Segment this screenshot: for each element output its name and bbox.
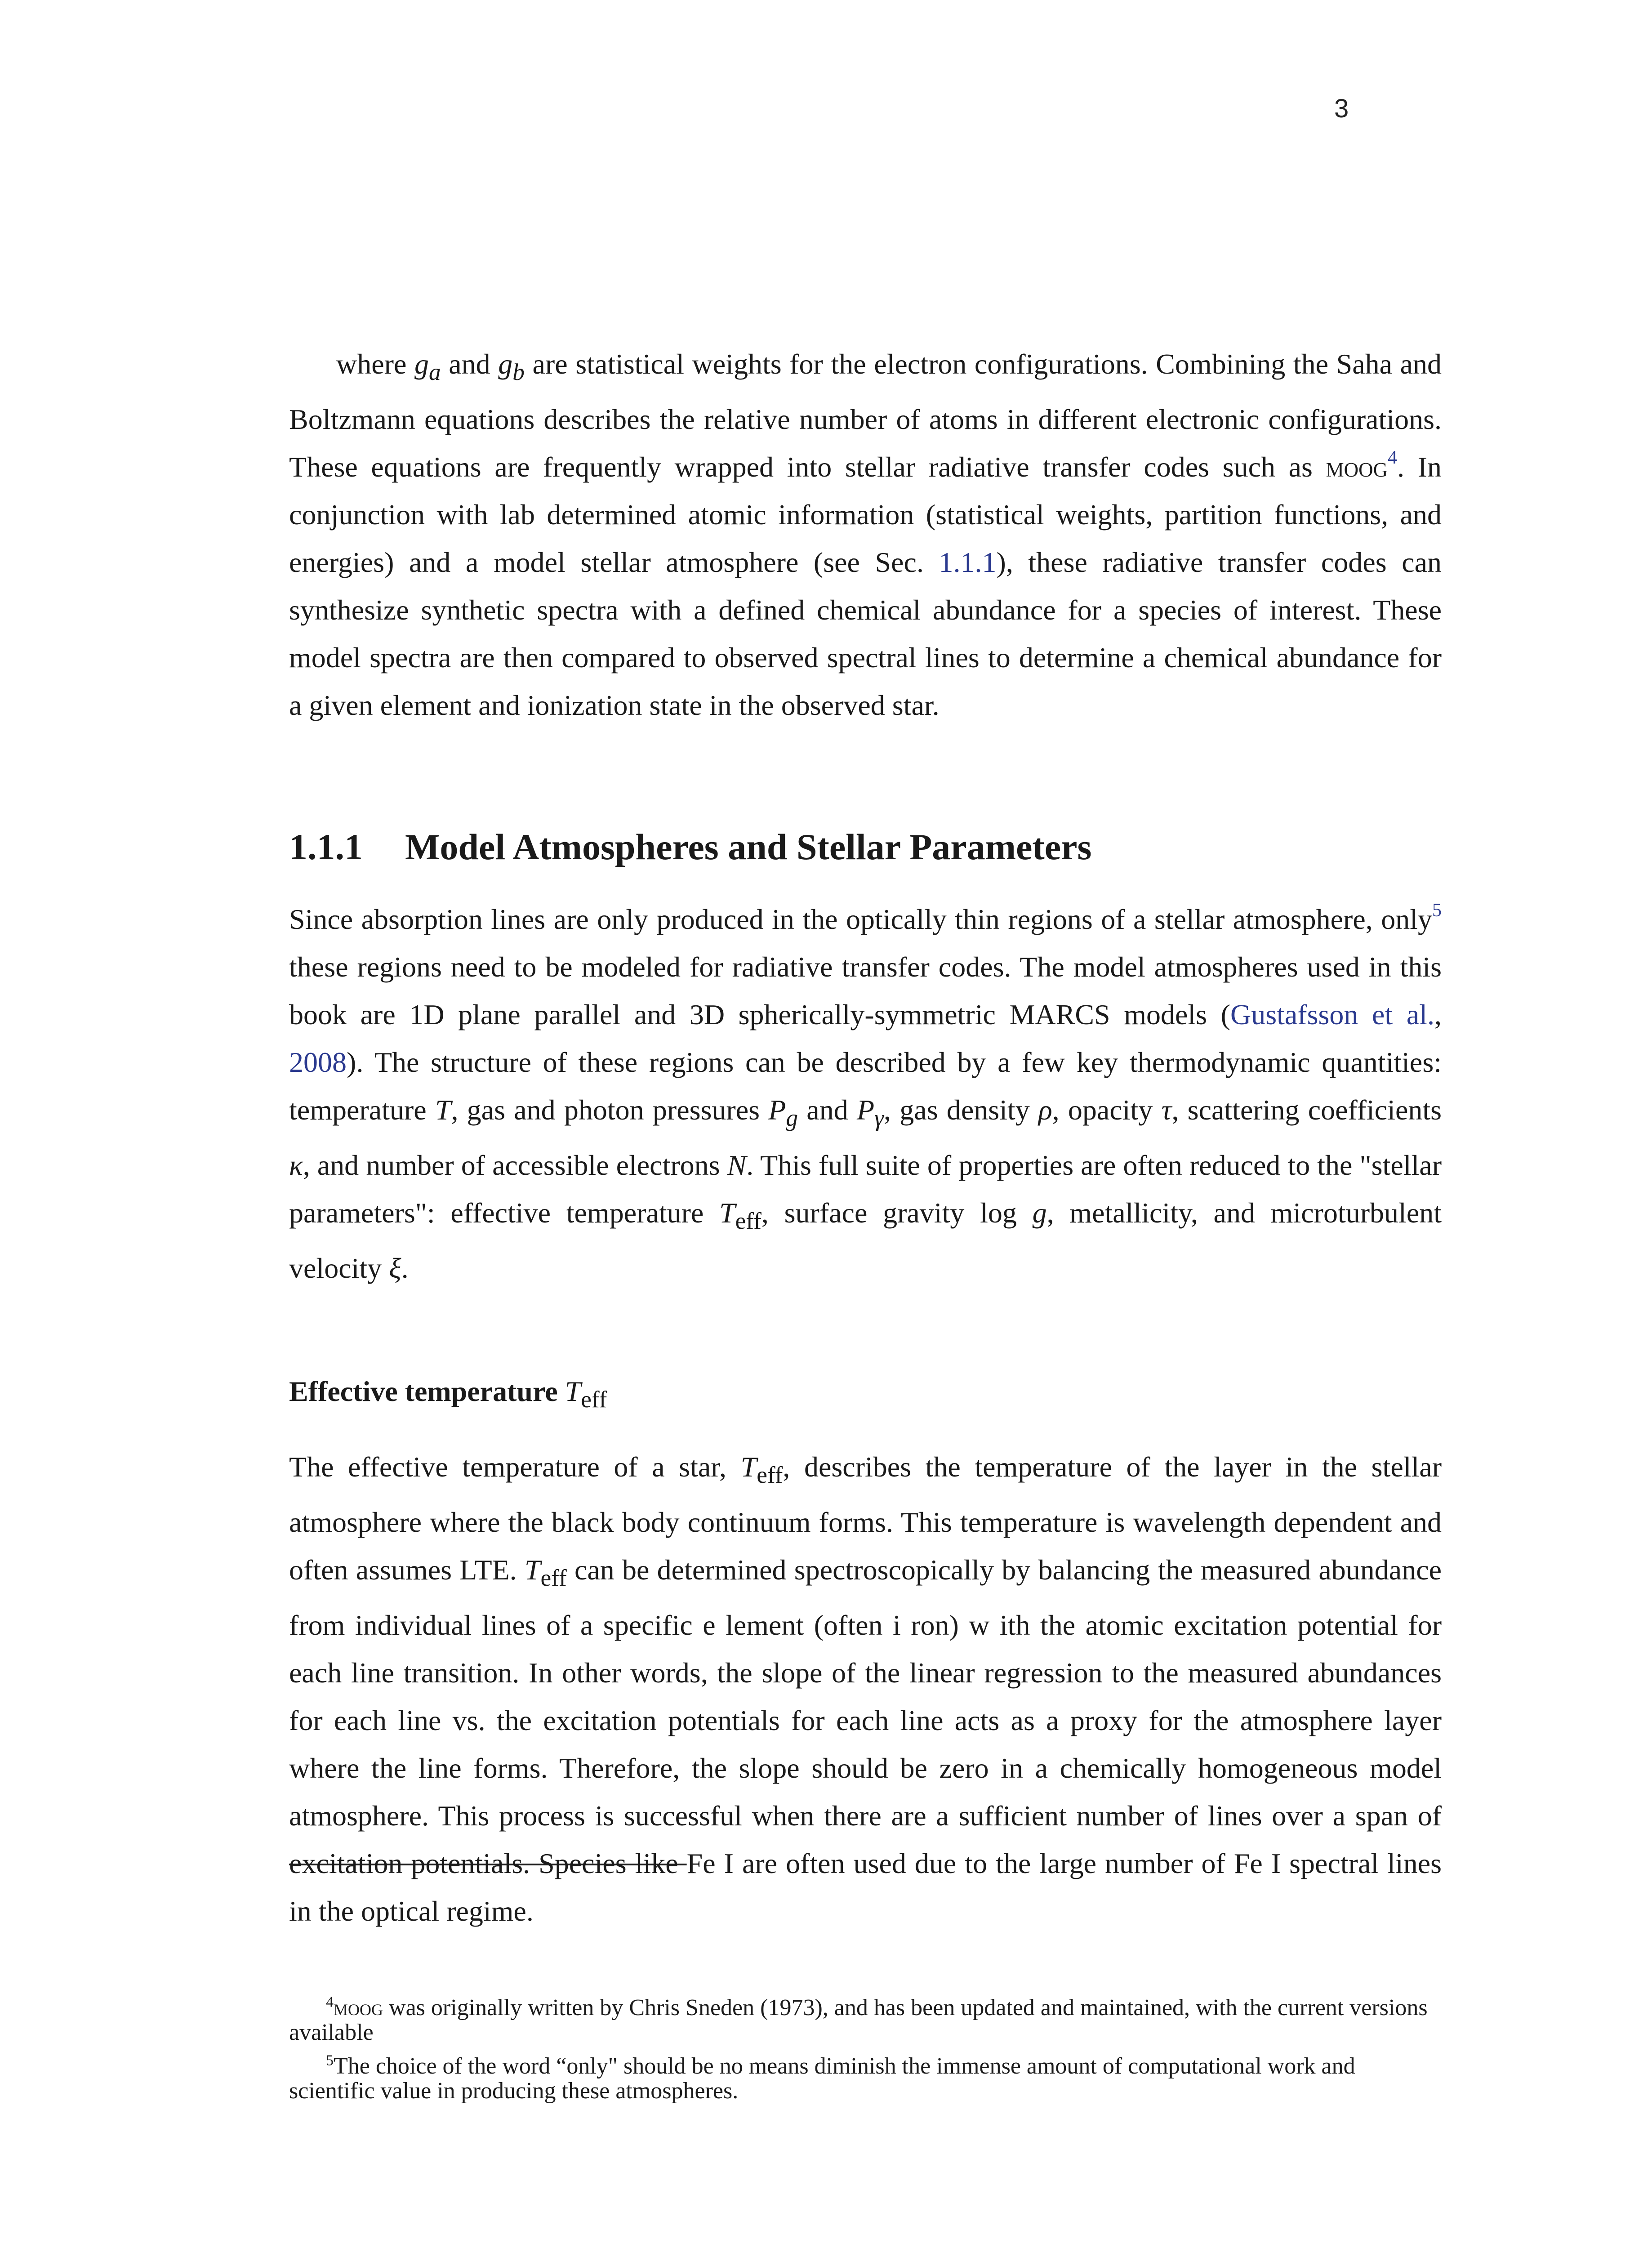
text-run: Fe I are often used due to the large number of Fe I spectral lines in the optical regime. [289,1847,1442,1927]
text-run: . This full suite of properties are often reduced to the "stellar parameters": effective temperature [289,1149,1442,1229]
struck-through-text: excitation potentials. Species like [289,1847,687,1879]
footnote-4-mark: 4 [326,1994,334,2011]
text-run: and [441,348,499,380]
math-Teff: $T_{eff}$ [719,1196,761,1234]
footnotes [289,1995,1442,2112]
text-run: , [1434,999,1442,1030]
citation-author-link[interactable]: Gustafsson et al. [1230,999,1434,1030]
math-g: g [1032,1196,1047,1229]
text-run: . In conjunction with lab determined atomic information (statistical weights, partition functions, and energies) and a model stellar atmosphere (see Sec. [289,450,1442,578]
section-number: 1.1.1 [289,826,363,867]
footnote-4 [289,1995,1442,2045]
section-ref-link[interactable]: 1.1.1 [939,546,997,578]
text-run: , describes the temperature of the layer in the stellar atmosphere where the black body continuum forms. This temperature is wavelength dependent and often assumes LTE. [289,1451,1442,1586]
text-run: , surface gravity log [761,1196,1033,1229]
footnote-5-mark: 5 [326,2052,334,2069]
section-title: Model Atmospheres and Stellar Parameters [405,826,1092,867]
math-Teff: $T_{eff}$ [565,1375,607,1413]
text-run: , and number of accessible electrons [303,1149,727,1181]
text-run: , scattering coefficients [1171,1094,1442,1126]
math-rho: ρ [1038,1094,1052,1126]
text-run: . [401,1252,409,1284]
text-run: , opacity [1052,1094,1162,1126]
text-run: these regions need to be modeled for radiative transfer codes. The model atmospheres used in this book are 1D plane parallel and 3D spherically-symmetric MARCS models ( [289,951,1442,1030]
text-run: are statistical weights for the electron configurations. Combining the Saha and Boltzmann equations describes the relative number of atoms in different electronic configurations. These equations are frequently wrapped into stellar radiative transfer codes such as [289,348,1442,483]
text-run: , gas density [884,1094,1038,1126]
math-Teff: $T_{eff}$ [524,1553,567,1591]
section-heading [289,826,1091,868]
footnote-4-text: was originally written by Chris Sneden (1973), and has been updated and maintained, with the current versions available [289,1995,1428,2045]
page-number: 3 [1334,94,1349,123]
text-run: Since absorption lines are only produced in the optically thin regions of a stellar atmosphere, only [289,903,1432,935]
paragraph-saha-boltzmann [289,340,1442,729]
math-N: N [727,1149,747,1181]
math-Pg: $P_g$ [768,1094,798,1131]
footnote-5 [289,2054,1442,2103]
moog-name: moog [1326,450,1388,483]
paragraph-model-atmospheres [289,896,1442,1292]
math-Teff: $T_{eff}$ [740,1451,783,1488]
math-T: T [435,1094,451,1126]
math-xi: ξ [389,1252,401,1284]
moog-name: moog [334,1995,383,2021]
text-run: ). The structure of these regions can be described by a few key thermodynamic quantities: temperature [289,1046,1442,1126]
math-tau: τ [1161,1094,1172,1126]
paragraph-effective-temperature [289,1443,1442,1935]
math-ga: $g_a$ [414,348,441,385]
text-run: can be determined spectroscopically by balancing the measured abundance from individual lines of a specific e lement (often i ron) w ith the atomic excitation potential for each line transition. In other words, the slope of the linear regression to the measured abundances for each line vs. the excitation potentials for each line acts as a proxy for the atmosphere layer where the line forms. Therefore, the slope should be zero in a chemically homogeneous model atmosphere. This process is successful when there are a sufficient number of lines over a span of [289,1553,1442,1832]
subsection-title: Effective temperature [289,1375,565,1407]
text-run: where [336,348,414,380]
math-kappa: κ [289,1149,303,1181]
math-Pgamma: $P_\gamma$ [856,1094,884,1131]
citation-year-link[interactable]: 2008 [289,1046,347,1078]
footnote-5-text: The choice of the word “only" should be no means diminish the immense amount of computational work and scientific value in producing these atmospheres. [289,2053,1355,2104]
footnote-5-link[interactable]: 5 [1432,900,1442,921]
math-gb: $g_b$ [498,348,525,385]
text-run: ), these radiative transfer codes can synthesize synthetic spectra with a defined chemical abundance for a species of interest. These model spectra are then compared to observed spectral lines to determine a chemical abundance for a given element and ionization state in the observed star. [289,546,1442,721]
text-run: and [798,1094,857,1126]
text-run: The effective temperature of a star, [289,1451,741,1483]
subsection-heading [289,1375,607,1413]
text-run: , gas and photon pressures [451,1094,769,1126]
text-run: , metallicity, and microturbulent velocity [289,1196,1442,1284]
footnote-4-link[interactable]: 4 [1388,447,1398,468]
